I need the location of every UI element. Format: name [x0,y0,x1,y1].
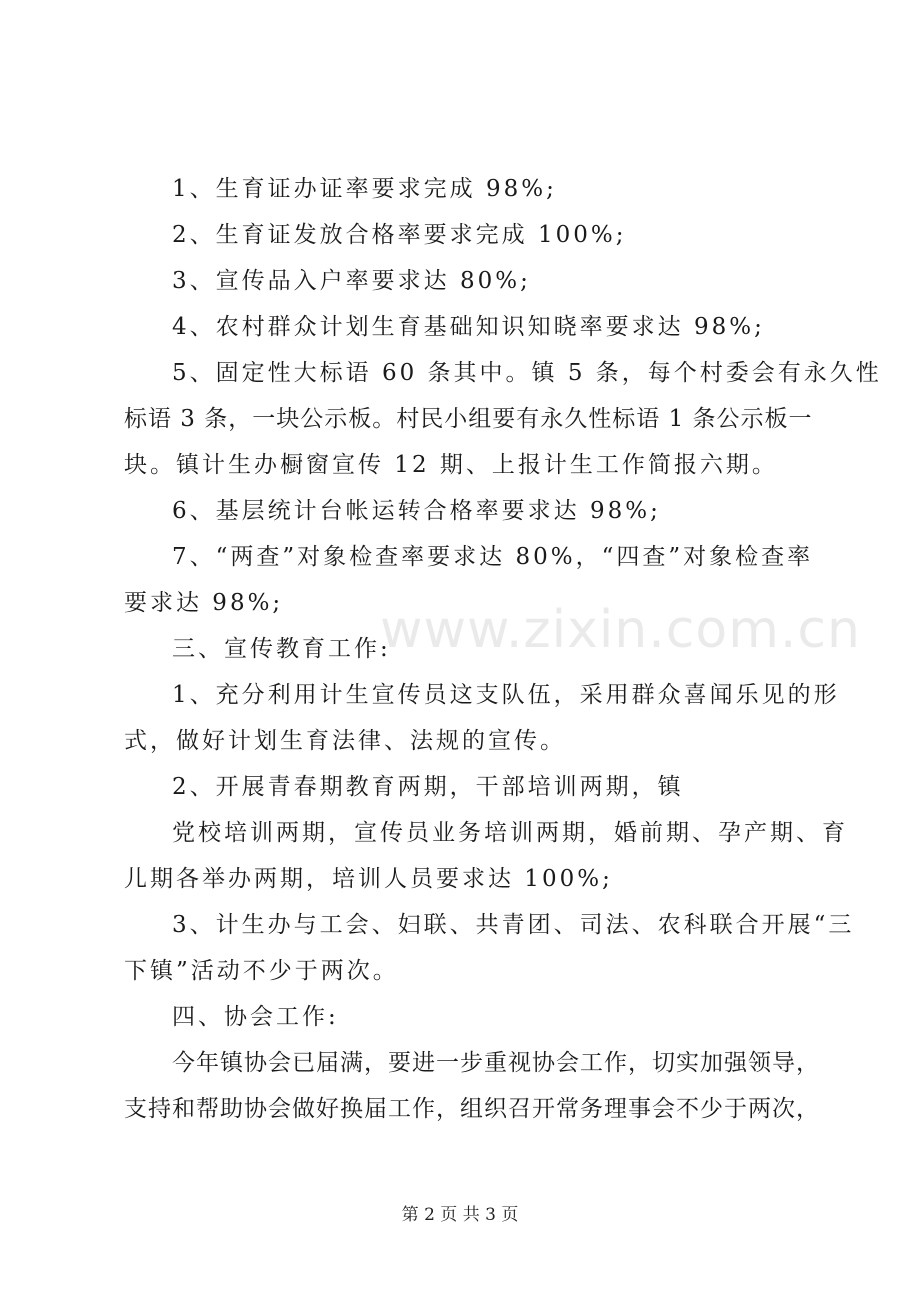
line-18: 下镇”活动不少于两次。 [124,958,399,984]
line-16: 儿期各举办两期，培训人员要求达 100%; [124,866,613,892]
line-6: 标语 3 条，一块公示板。村民小组要有永久性标语 1 条公示板一 [124,406,813,432]
line-7: 块。镇计生办橱窗宣传 12 期、上报计生工作简报六期。 [124,452,778,478]
line-10: 要求达 98%; [124,590,284,616]
line-8: 6、基层统计台帐运转合格率要求达 98%; [172,498,661,524]
line-1: 1、生育证办证率要求完成 98%; [172,176,557,202]
line-14: 2、开展青春期教育两期，干部培训两期，镇 [172,774,684,800]
line-4: 4、农村群众计划生育基础知识知晓率要求达 98%; [172,314,765,340]
section-heading-3: 三、宣传教育工作: [172,636,391,662]
line-20: 今年镇协会已届满，要进一步重视协会工作，切实加强领导， [172,1050,820,1076]
line-2: 2、生育证发放合格率要求完成 100%; [172,222,627,248]
line-21: 支持和帮助协会做好换届工作，组织召开常务理事会不少于两次， [124,1096,820,1122]
line-15: 党校培训两期，宣传员业务培训两期，婚前期、孕产期、育 [172,820,848,846]
line-9: 7、“两查”对象检查率要求达 80%，“四查”对象检查率 [172,544,814,570]
line-17: 3、计生办与工会、妇联、共青团、司法、农科联合开展“三 [172,912,855,938]
line-5: 5、固定性大标语 60 条其中。镇 5 条，每个村委会有永久性 [172,360,882,386]
section-heading-4: 四、协会工作: [172,1004,339,1030]
line-13: 式，做好计划生育法律、法规的宣传。 [124,728,566,754]
watermark: www.zixin.com.cn [380,600,861,660]
page-footer: 第 2 页 共 3 页 [401,1205,519,1225]
line-12: 1、充分利用计生宣传员这支队伍，采用群众喜闻乐见的形 [172,682,840,708]
line-3: 3、宣传品入户率要求达 80%; [172,268,531,294]
